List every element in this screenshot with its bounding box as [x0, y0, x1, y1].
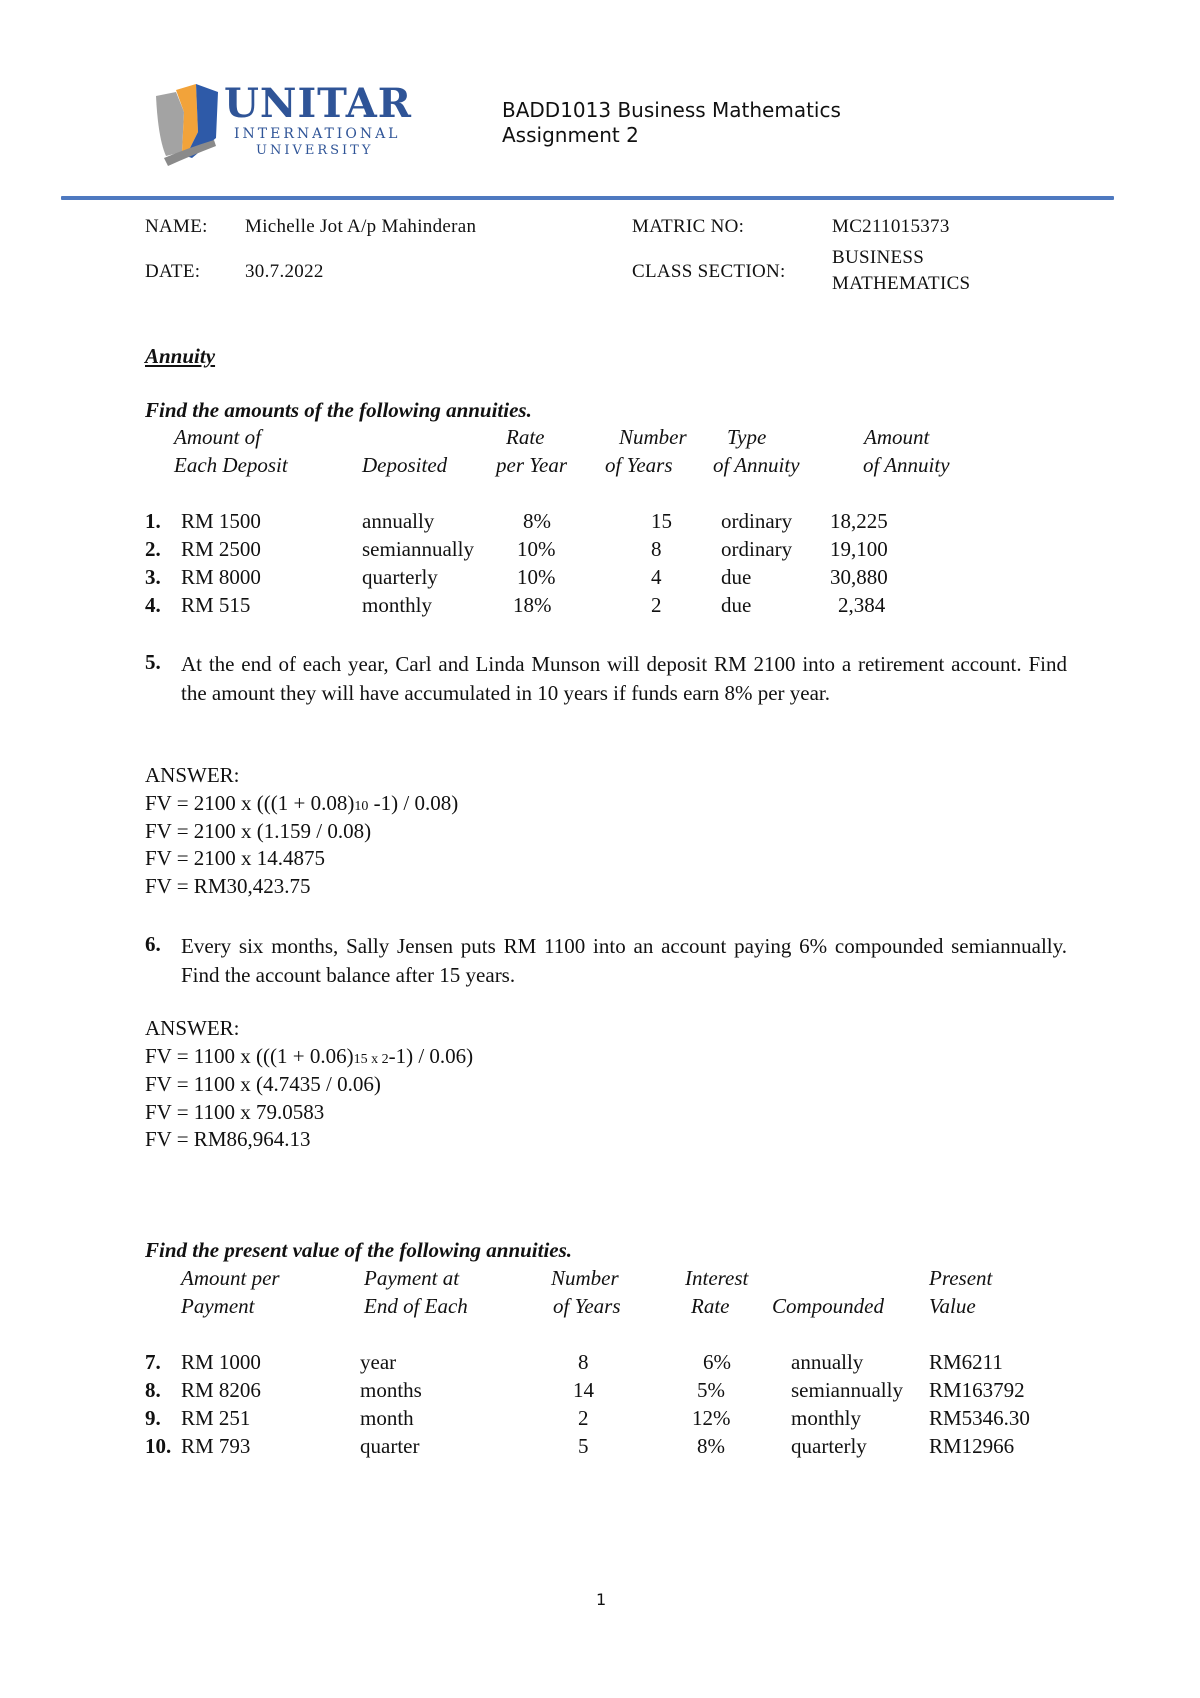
logo-line2: INTERNATIONAL	[234, 126, 401, 142]
q6-line-2: FV = 1100 x (4.7435 / 0.06)	[145, 1072, 381, 1096]
q6-line-4: FV = RM86,964.13	[145, 1127, 311, 1151]
p1-row-rate: 10%	[517, 537, 556, 561]
q5-number: 5.	[145, 650, 161, 674]
p1-header-amount-a: Amount of	[174, 425, 261, 449]
header-divider	[61, 196, 1114, 200]
p1-header-amount-b: Each Deposit	[174, 453, 288, 477]
p2-row-comp: monthly	[791, 1406, 862, 1430]
p1-row-amount: RM 515	[181, 593, 251, 617]
q5-line-1	[145, 791, 458, 816]
p2-row-years: 14	[573, 1378, 594, 1402]
p1-row-deposited: monthly	[362, 593, 433, 617]
p2-row-comp: semiannually	[791, 1378, 903, 1402]
p2-header-rate-a: Interest	[685, 1266, 749, 1290]
name-label: NAME:	[145, 216, 208, 237]
p1-header-total-a: Amount	[864, 425, 930, 449]
p1-row-num: 3.	[145, 565, 161, 589]
p2-row-rate: 8%	[697, 1434, 725, 1458]
matric-value: MC211015373	[832, 216, 950, 237]
p1-header-deposited: Deposited	[362, 453, 448, 477]
p1-row-amount: RM 2500	[181, 537, 261, 561]
p2-row-years: 8	[578, 1350, 589, 1374]
p2-header-amount-a: Amount per	[181, 1266, 280, 1290]
p2-row-rate: 6%	[703, 1350, 731, 1374]
section-title: Annuity	[145, 344, 216, 368]
p2-header-number-b: of Years	[553, 1294, 621, 1318]
q6-line-1	[145, 1044, 473, 1069]
p1-header-type-a: Type	[727, 425, 767, 449]
p1-row-num: 2.	[145, 537, 161, 561]
p1-row-years: 2	[651, 593, 662, 617]
p1-row-total: 19,100	[830, 537, 888, 561]
q5-answer-label: ANSWER:	[145, 763, 240, 787]
class-value-line2: MATHEMATICS	[832, 273, 971, 294]
p1-row-num: 4.	[145, 593, 161, 617]
p2-row-comp: quarterly	[791, 1434, 867, 1458]
p1-row-rate: 10%	[517, 565, 556, 589]
matric-label: MATRIC NO:	[632, 216, 745, 237]
q6-line-1a: FV = 1100 x (((1 + 0.06)	[145, 1044, 354, 1068]
p2-row-pv: RM163792	[929, 1378, 1025, 1402]
p1-header-number-b: of Years	[605, 453, 673, 477]
page-number: 1	[596, 1590, 607, 1609]
q5-text: At the end of each year, Carl and Linda Munson will deposit RM 2100 into a retirement account. Find the amount they will have accumulated in 10 years if funds earn 8% per year.	[181, 652, 1067, 705]
p1-row-years: 8	[651, 537, 662, 561]
q6-exponent: 15 x 2	[353, 1052, 389, 1067]
p1-row-type: due	[721, 565, 752, 589]
p2-row-pv: RM5346.30	[929, 1406, 1030, 1430]
name-value: Michelle Jot A/p Mahinderan	[245, 216, 477, 237]
p1-row-deposited: semiannually	[362, 537, 474, 561]
p2-row-num: 10.	[145, 1434, 172, 1458]
p1-header-rate-b: per Year	[496, 453, 567, 477]
p2-row-end: year	[360, 1350, 397, 1374]
q5-line-1a: FV = 2100 x (((1 + 0.08)	[145, 791, 355, 815]
p1-row-deposited: annually	[362, 509, 435, 533]
p1-row-deposited: quarterly	[362, 565, 438, 589]
assignment-title: Assignment 2	[502, 123, 639, 147]
p1-row-type: due	[721, 593, 752, 617]
p2-header-amount-b: Payment	[181, 1294, 255, 1318]
q6-line-1b: -1) / 0.06)	[388, 1044, 474, 1068]
p2-row-amount: RM 1000	[181, 1350, 261, 1374]
p2-row-num: 9.	[145, 1406, 161, 1430]
p1-row-type: ordinary	[721, 537, 793, 561]
p2-header-payment-a: Payment at	[364, 1266, 460, 1290]
p2-row-years: 2	[578, 1406, 589, 1430]
p1-row-rate: 8%	[523, 509, 551, 533]
p2-header-number-a: Number	[551, 1266, 619, 1290]
p2-row-amount: RM 793	[181, 1434, 251, 1458]
p2-row-years: 5	[578, 1434, 589, 1458]
q5-line-3: FV = 2100 x 14.4875	[145, 846, 326, 870]
p1-row-amount: RM 8000	[181, 565, 261, 589]
p2-row-pv: RM6211	[929, 1350, 1003, 1374]
p2-row-rate: 12%	[692, 1406, 731, 1430]
course-title: BADD1013 Business Mathematics	[502, 98, 841, 122]
date-value: 30.7.2022	[245, 261, 324, 282]
p2-row-amount: RM 8206	[181, 1378, 261, 1402]
p2-header-pv-a: Present	[929, 1266, 993, 1290]
p2-row-end: month	[360, 1406, 414, 1430]
p2-row-rate: 5%	[697, 1378, 725, 1402]
part2-instruction: Find the present value of the following annuities.	[145, 1238, 573, 1262]
q6-answer-label: ANSWER:	[145, 1016, 240, 1040]
p2-header-compounded: Compounded	[772, 1294, 884, 1318]
p1-header-type-b: of Annuity	[713, 453, 800, 477]
q5-line-1b: -1) / 0.08)	[368, 791, 459, 815]
p2-header-rate-b: Rate	[691, 1294, 730, 1318]
q6-number: 6.	[145, 932, 161, 956]
p1-header-number-a: Number	[619, 425, 687, 449]
q6-text: Every six months, Sally Jensen puts RM 1100 into an account paying 6% compounded semiannually. Find the account balance after 15 years.	[181, 934, 1067, 987]
p1-row-years: 15	[651, 509, 672, 533]
p2-row-amount: RM 251	[181, 1406, 251, 1430]
q5-line-4: FV = RM30,423.75	[145, 874, 311, 898]
p1-row-num: 1.	[145, 509, 161, 533]
p1-row-years: 4	[651, 565, 662, 589]
p2-header-pv-b: Value	[929, 1294, 976, 1318]
p1-row-rate: 18%	[513, 593, 552, 617]
p2-header-payment-b: End of Each	[364, 1294, 468, 1318]
p2-row-end: quarter	[360, 1434, 420, 1458]
p1-header-total-b: of Annuity	[863, 453, 950, 477]
q5-exponent: 10	[354, 799, 369, 814]
class-value-line1: BUSINESS	[832, 247, 925, 268]
p1-row-amount: RM 1500	[181, 509, 261, 533]
p2-row-num: 7.	[145, 1350, 161, 1374]
p2-row-end: months	[360, 1378, 422, 1402]
logo-line3: UNIVERSITY	[256, 143, 374, 158]
unitar-logo	[152, 78, 413, 174]
p1-row-total: 2,384	[838, 593, 886, 617]
q6-line-3: FV = 1100 x 79.0583	[145, 1100, 325, 1124]
p2-row-pv: RM12966	[929, 1434, 1015, 1458]
p1-header-rate-a: Rate	[506, 425, 545, 449]
part1-instruction: Find the amounts of the following annuities.	[145, 398, 532, 422]
p1-row-type: ordinary	[721, 509, 793, 533]
date-label: DATE:	[145, 261, 201, 282]
p2-row-comp: annually	[791, 1350, 864, 1374]
class-label: CLASS SECTION:	[632, 261, 786, 282]
q5-line-2: FV = 2100 x (1.159 / 0.08)	[145, 819, 372, 843]
p1-row-total: 18,225	[830, 509, 888, 533]
p2-row-num: 8.	[145, 1378, 161, 1402]
logo-name: UNITAR	[224, 80, 413, 127]
p1-row-total: 30,880	[830, 565, 888, 589]
